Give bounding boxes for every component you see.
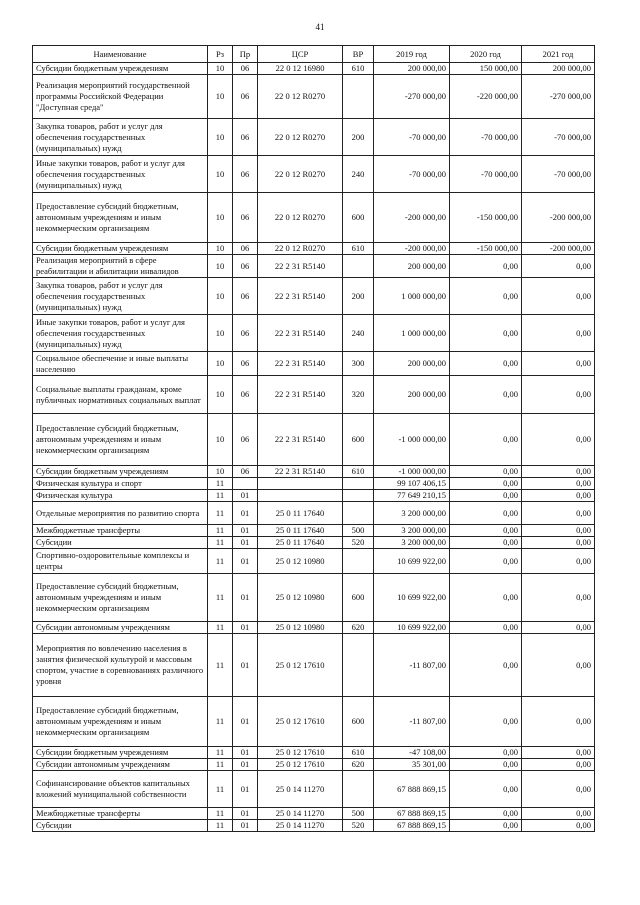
- header-pr: Пр: [233, 46, 258, 63]
- cell-2021: 0,00: [522, 525, 595, 537]
- cell-2019: 67 888 869,15: [374, 771, 450, 808]
- cell-2021: 0,00: [522, 376, 595, 414]
- table-row: [33, 697, 595, 747]
- cell-csr: 25 0 12 17610: [258, 747, 343, 759]
- cell-2019: 35 301,00: [374, 759, 450, 771]
- cell-pr: 01: [233, 634, 258, 697]
- cell-2019: 10 699 922,00: [374, 549, 450, 574]
- cell-2021: 0,00: [522, 466, 595, 478]
- cell-csr: 25 0 12 10980: [258, 574, 343, 622]
- cell-2019: 10 699 922,00: [374, 622, 450, 634]
- cell-csr: 22 0 12 R0270: [258, 156, 343, 193]
- cell-name: Субсидии: [33, 820, 208, 832]
- cell-2020: 0,00: [450, 634, 522, 697]
- cell-name: Софинансирование объектов капитальных вложений муниципальной собственности: [33, 771, 208, 808]
- cell-csr: 25 0 12 17610: [258, 697, 343, 747]
- cell-pr: 06: [233, 352, 258, 376]
- table-row: [33, 119, 595, 156]
- cell-2021: -70 000,00: [522, 119, 595, 156]
- table-row: [33, 315, 595, 352]
- cell-2019: 3 200 000,00: [374, 525, 450, 537]
- table-row: [33, 75, 595, 119]
- cell-vr: [343, 478, 374, 490]
- cell-2020: 0,00: [450, 478, 522, 490]
- table-header-row: [33, 46, 595, 63]
- cell-pr: 01: [233, 502, 258, 525]
- cell-name: Реализация мероприятий в сфере реабилитации и абилитации инвалидов: [33, 255, 208, 278]
- cell-2021: -200 000,00: [522, 243, 595, 255]
- cell-2021: 0,00: [522, 747, 595, 759]
- table-row: [33, 537, 595, 549]
- table-row: [33, 820, 595, 832]
- page-number: 41: [315, 22, 325, 32]
- cell-2019: 200 000,00: [374, 63, 450, 75]
- cell-rz: 10: [208, 243, 233, 255]
- cell-vr: 520: [343, 537, 374, 549]
- cell-name: Субсидии бюджетным учреждениям: [33, 243, 208, 255]
- cell-2021: 200 000,00: [522, 63, 595, 75]
- cell-2020: 0,00: [450, 759, 522, 771]
- cell-pr: 06: [233, 75, 258, 119]
- cell-2020: 0,00: [450, 490, 522, 502]
- cell-name: Субсидии бюджетным учреждениям: [33, 63, 208, 75]
- cell-vr: 500: [343, 525, 374, 537]
- table-row: [33, 634, 595, 697]
- cell-2021: 0,00: [522, 771, 595, 808]
- cell-name: Социальные выплаты гражданам, кроме публичных нормативных социальных выплат: [33, 376, 208, 414]
- table-row: [33, 478, 595, 490]
- table-row: [33, 574, 595, 622]
- cell-2021: 0,00: [522, 820, 595, 832]
- cell-2020: 0,00: [450, 525, 522, 537]
- cell-vr: 240: [343, 315, 374, 352]
- cell-pr: 01: [233, 697, 258, 747]
- cell-csr: 22 2 31 R5140: [258, 278, 343, 315]
- cell-csr: 22 2 31 R5140: [258, 466, 343, 478]
- cell-rz: 10: [208, 255, 233, 278]
- cell-name: Субсидии бюджетным учреждениям: [33, 747, 208, 759]
- table-row: [33, 63, 595, 75]
- cell-2020: 0,00: [450, 255, 522, 278]
- cell-2021: 0,00: [522, 414, 595, 466]
- cell-csr: 25 0 14 11270: [258, 808, 343, 820]
- cell-2021: 0,00: [522, 490, 595, 502]
- table-row: [33, 193, 595, 243]
- cell-2020: -150 000,00: [450, 193, 522, 243]
- cell-2021: 0,00: [522, 255, 595, 278]
- cell-csr: 22 0 12 R0270: [258, 243, 343, 255]
- cell-vr: [343, 75, 374, 119]
- cell-pr: 01: [233, 820, 258, 832]
- cell-vr: 600: [343, 574, 374, 622]
- cell-2020: 0,00: [450, 315, 522, 352]
- cell-pr: 06: [233, 315, 258, 352]
- cell-csr: 25 0 11 17640: [258, 537, 343, 549]
- cell-2020: -150 000,00: [450, 243, 522, 255]
- cell-pr: 06: [233, 414, 258, 466]
- cell-name: Предоставление субсидий бюджетным, автономным учреждениям и иным некоммерческим организациям: [33, 414, 208, 466]
- cell-csr: 25 0 11 17640: [258, 502, 343, 525]
- cell-vr: 600: [343, 697, 374, 747]
- cell-name: Физическая культура: [33, 490, 208, 502]
- cell-rz: 11: [208, 697, 233, 747]
- cell-rz: 11: [208, 634, 233, 697]
- cell-2020: 0,00: [450, 376, 522, 414]
- cell-2020: 0,00: [450, 771, 522, 808]
- cell-csr: 22 2 31 R5140: [258, 352, 343, 376]
- table-row: [33, 352, 595, 376]
- cell-name: Субсидии бюджетным учреждениям: [33, 466, 208, 478]
- cell-2021: 0,00: [522, 502, 595, 525]
- cell-2019: -270 000,00: [374, 75, 450, 119]
- cell-2020: 0,00: [450, 808, 522, 820]
- cell-rz: 11: [208, 525, 233, 537]
- cell-name: Закупка товаров, работ и услуг для обеспечения государственных (муниципальных) нужд: [33, 278, 208, 315]
- cell-vr: 240: [343, 156, 374, 193]
- cell-vr: 300: [343, 352, 374, 376]
- cell-pr: 06: [233, 119, 258, 156]
- table-row: [33, 747, 595, 759]
- cell-2020: 0,00: [450, 414, 522, 466]
- cell-2020: 0,00: [450, 278, 522, 315]
- cell-rz: 10: [208, 63, 233, 75]
- cell-name: Мероприятия по вовлечению населения в занятия физической культурой и массовым спортом, участие в соревнованиях различного уровня: [33, 634, 208, 697]
- cell-pr: 06: [233, 193, 258, 243]
- cell-csr: 22 2 31 R5140: [258, 414, 343, 466]
- cell-2019: 200 000,00: [374, 255, 450, 278]
- cell-2020: -220 000,00: [450, 75, 522, 119]
- cell-name: Иные закупки товаров, работ и услуг для обеспечения государственных (муниципальных) нужд: [33, 156, 208, 193]
- cell-csr: 22 2 31 R5140: [258, 255, 343, 278]
- cell-vr: 600: [343, 193, 374, 243]
- cell-pr: 01: [233, 622, 258, 634]
- cell-csr: 22 2 31 R5140: [258, 315, 343, 352]
- cell-name: Субсидии автономным учреждениям: [33, 759, 208, 771]
- cell-vr: 610: [343, 747, 374, 759]
- cell-rz: 11: [208, 478, 233, 490]
- cell-2019: 1 000 000,00: [374, 315, 450, 352]
- cell-rz: 11: [208, 771, 233, 808]
- cell-vr: [343, 634, 374, 697]
- cell-name: Физическая культура и спорт: [33, 478, 208, 490]
- cell-2021: -70 000,00: [522, 156, 595, 193]
- cell-rz: 11: [208, 747, 233, 759]
- cell-name: Закупка товаров, работ и услуг для обеспечения государственных (муниципальных) нужд: [33, 119, 208, 156]
- cell-2021: 0,00: [522, 697, 595, 747]
- cell-2019: -70 000,00: [374, 119, 450, 156]
- cell-2019: 67 888 869,15: [374, 808, 450, 820]
- cell-vr: [343, 549, 374, 574]
- cell-rz: 10: [208, 352, 233, 376]
- cell-name: Субсидии: [33, 537, 208, 549]
- cell-pr: 01: [233, 490, 258, 502]
- cell-2019: 99 107 406,15: [374, 478, 450, 490]
- cell-vr: 200: [343, 119, 374, 156]
- cell-pr: 06: [233, 466, 258, 478]
- cell-csr: 25 0 12 17610: [258, 634, 343, 697]
- cell-name: Предоставление субсидий бюджетным, автономным учреждениям и иным некоммерческим организациям: [33, 574, 208, 622]
- cell-2020: 0,00: [450, 502, 522, 525]
- cell-2021: 0,00: [522, 622, 595, 634]
- cell-2021: 0,00: [522, 278, 595, 315]
- table-row: [33, 622, 595, 634]
- cell-2019: 10 699 922,00: [374, 574, 450, 622]
- cell-2020: 0,00: [450, 747, 522, 759]
- cell-2020: -70 000,00: [450, 156, 522, 193]
- cell-pr: 01: [233, 759, 258, 771]
- cell-csr: 22 0 12 R0270: [258, 75, 343, 119]
- cell-rz: 10: [208, 156, 233, 193]
- cell-pr: 06: [233, 278, 258, 315]
- cell-vr: 320: [343, 376, 374, 414]
- cell-2020: 0,00: [450, 466, 522, 478]
- cell-2021: 0,00: [522, 634, 595, 697]
- header-name: Наименование: [33, 46, 208, 63]
- cell-pr: 06: [233, 255, 258, 278]
- cell-csr: [258, 490, 343, 502]
- cell-2019: -1 000 000,00: [374, 466, 450, 478]
- cell-pr: [233, 478, 258, 490]
- cell-csr: 25 0 12 10980: [258, 622, 343, 634]
- cell-vr: 200: [343, 278, 374, 315]
- cell-vr: [343, 255, 374, 278]
- cell-2019: -200 000,00: [374, 243, 450, 255]
- table-row: [33, 278, 595, 315]
- cell-pr: 01: [233, 808, 258, 820]
- table-row: [33, 376, 595, 414]
- cell-rz: 10: [208, 119, 233, 156]
- cell-2021: 0,00: [522, 549, 595, 574]
- cell-pr: 01: [233, 549, 258, 574]
- cell-csr: 22 0 12 16980: [258, 63, 343, 75]
- cell-csr: 25 0 12 10980: [258, 549, 343, 574]
- cell-csr: 22 2 31 R5140: [258, 376, 343, 414]
- cell-pr: 01: [233, 537, 258, 549]
- cell-pr: 06: [233, 156, 258, 193]
- cell-csr: 22 0 12 R0270: [258, 119, 343, 156]
- table-row: [33, 808, 595, 820]
- cell-2020: 0,00: [450, 622, 522, 634]
- cell-2019: 200 000,00: [374, 352, 450, 376]
- cell-2021: 0,00: [522, 352, 595, 376]
- cell-2021: -270 000,00: [522, 75, 595, 119]
- cell-rz: 11: [208, 549, 233, 574]
- cell-2020: 150 000,00: [450, 63, 522, 75]
- cell-pr: 06: [233, 243, 258, 255]
- header-2021: 2021 год: [522, 46, 595, 63]
- cell-name: Спортивно-оздоровительные комплексы и центры: [33, 549, 208, 574]
- table-row: [33, 156, 595, 193]
- cell-vr: 610: [343, 243, 374, 255]
- cell-name: Межбюджетные трансферты: [33, 808, 208, 820]
- cell-2019: -200 000,00: [374, 193, 450, 243]
- table-row: [33, 243, 595, 255]
- cell-rz: 10: [208, 75, 233, 119]
- cell-2019: -47 108,00: [374, 747, 450, 759]
- cell-pr: 06: [233, 63, 258, 75]
- cell-csr: 25 0 14 11270: [258, 820, 343, 832]
- cell-csr: 22 0 12 R0270: [258, 193, 343, 243]
- cell-pr: 01: [233, 771, 258, 808]
- cell-vr: 520: [343, 820, 374, 832]
- cell-rz: 10: [208, 466, 233, 478]
- cell-vr: [343, 502, 374, 525]
- cell-vr: 610: [343, 63, 374, 75]
- cell-2020: 0,00: [450, 574, 522, 622]
- table-row: [33, 414, 595, 466]
- cell-2021: 0,00: [522, 574, 595, 622]
- table-row: [33, 771, 595, 808]
- cell-pr: 01: [233, 525, 258, 537]
- header-csr: ЦСР: [258, 46, 343, 63]
- table-body: [33, 63, 595, 832]
- cell-rz: 11: [208, 502, 233, 525]
- cell-rz: 10: [208, 315, 233, 352]
- cell-rz: 11: [208, 820, 233, 832]
- table-row: [33, 525, 595, 537]
- cell-name: Социальное обеспечение и иные выплаты населению: [33, 352, 208, 376]
- cell-name: Реализация мероприятий государственной программы Российской Федерации "Доступная среда": [33, 75, 208, 119]
- cell-2019: 200 000,00: [374, 376, 450, 414]
- cell-2019: 1 000 000,00: [374, 278, 450, 315]
- table-row: [33, 549, 595, 574]
- cell-name: Субсидии автономным учреждениям: [33, 622, 208, 634]
- cell-rz: 11: [208, 537, 233, 549]
- table-row: [33, 759, 595, 771]
- cell-2019: -70 000,00: [374, 156, 450, 193]
- cell-rz: 11: [208, 574, 233, 622]
- header-vr: ВР: [343, 46, 374, 63]
- cell-rz: 11: [208, 808, 233, 820]
- cell-2021: 0,00: [522, 478, 595, 490]
- cell-rz: 11: [208, 622, 233, 634]
- cell-2019: -11 807,00: [374, 697, 450, 747]
- cell-2019: -11 807,00: [374, 634, 450, 697]
- cell-2020: 0,00: [450, 820, 522, 832]
- cell-2019: 3 200 000,00: [374, 537, 450, 549]
- cell-csr: [258, 478, 343, 490]
- cell-vr: 500: [343, 808, 374, 820]
- cell-vr: 600: [343, 414, 374, 466]
- header-2019: 2019 год: [374, 46, 450, 63]
- cell-2020: 0,00: [450, 537, 522, 549]
- cell-rz: 11: [208, 759, 233, 771]
- cell-2019: 3 200 000,00: [374, 502, 450, 525]
- cell-2021: -200 000,00: [522, 193, 595, 243]
- cell-pr: 06: [233, 376, 258, 414]
- cell-csr: 25 0 14 11270: [258, 771, 343, 808]
- table-row: [33, 490, 595, 502]
- cell-2020: 0,00: [450, 549, 522, 574]
- cell-rz: 10: [208, 278, 233, 315]
- cell-rz: 10: [208, 193, 233, 243]
- cell-vr: 620: [343, 622, 374, 634]
- cell-2021: 0,00: [522, 808, 595, 820]
- table-row: [33, 255, 595, 278]
- cell-2021: 0,00: [522, 759, 595, 771]
- cell-pr: 01: [233, 574, 258, 622]
- cell-csr: 25 0 12 17610: [258, 759, 343, 771]
- cell-2019: 67 888 869,15: [374, 820, 450, 832]
- cell-name: Предоставление субсидий бюджетным, автономным учреждениям и иным некоммерческим организациям: [33, 697, 208, 747]
- cell-rz: 11: [208, 490, 233, 502]
- table-row: [33, 502, 595, 525]
- table-row: [33, 466, 595, 478]
- cell-vr: 620: [343, 759, 374, 771]
- cell-2019: -1 000 000,00: [374, 414, 450, 466]
- cell-name: Предоставление субсидий бюджетным, автономным учреждениям и иным некоммерческим организациям: [33, 193, 208, 243]
- cell-vr: [343, 771, 374, 808]
- cell-pr: 01: [233, 747, 258, 759]
- cell-name: Иные закупки товаров, работ и услуг для обеспечения государственных (муниципальных) нужд: [33, 315, 208, 352]
- cell-rz: 10: [208, 376, 233, 414]
- cell-2019: 77 649 210,15: [374, 490, 450, 502]
- cell-2020: -70 000,00: [450, 119, 522, 156]
- cell-2020: 0,00: [450, 697, 522, 747]
- budget-table: [32, 45, 595, 832]
- cell-csr: 25 0 11 17640: [258, 525, 343, 537]
- cell-2021: 0,00: [522, 315, 595, 352]
- cell-2021: 0,00: [522, 537, 595, 549]
- cell-vr: [343, 490, 374, 502]
- header-rz: Рз: [208, 46, 233, 63]
- header-2020: 2020 год: [450, 46, 522, 63]
- cell-vr: 610: [343, 466, 374, 478]
- cell-2020: 0,00: [450, 352, 522, 376]
- cell-name: Межбюджетные трансферты: [33, 525, 208, 537]
- cell-name: Отдельные мероприятия по развитию спорта: [33, 502, 208, 525]
- cell-rz: 10: [208, 414, 233, 466]
